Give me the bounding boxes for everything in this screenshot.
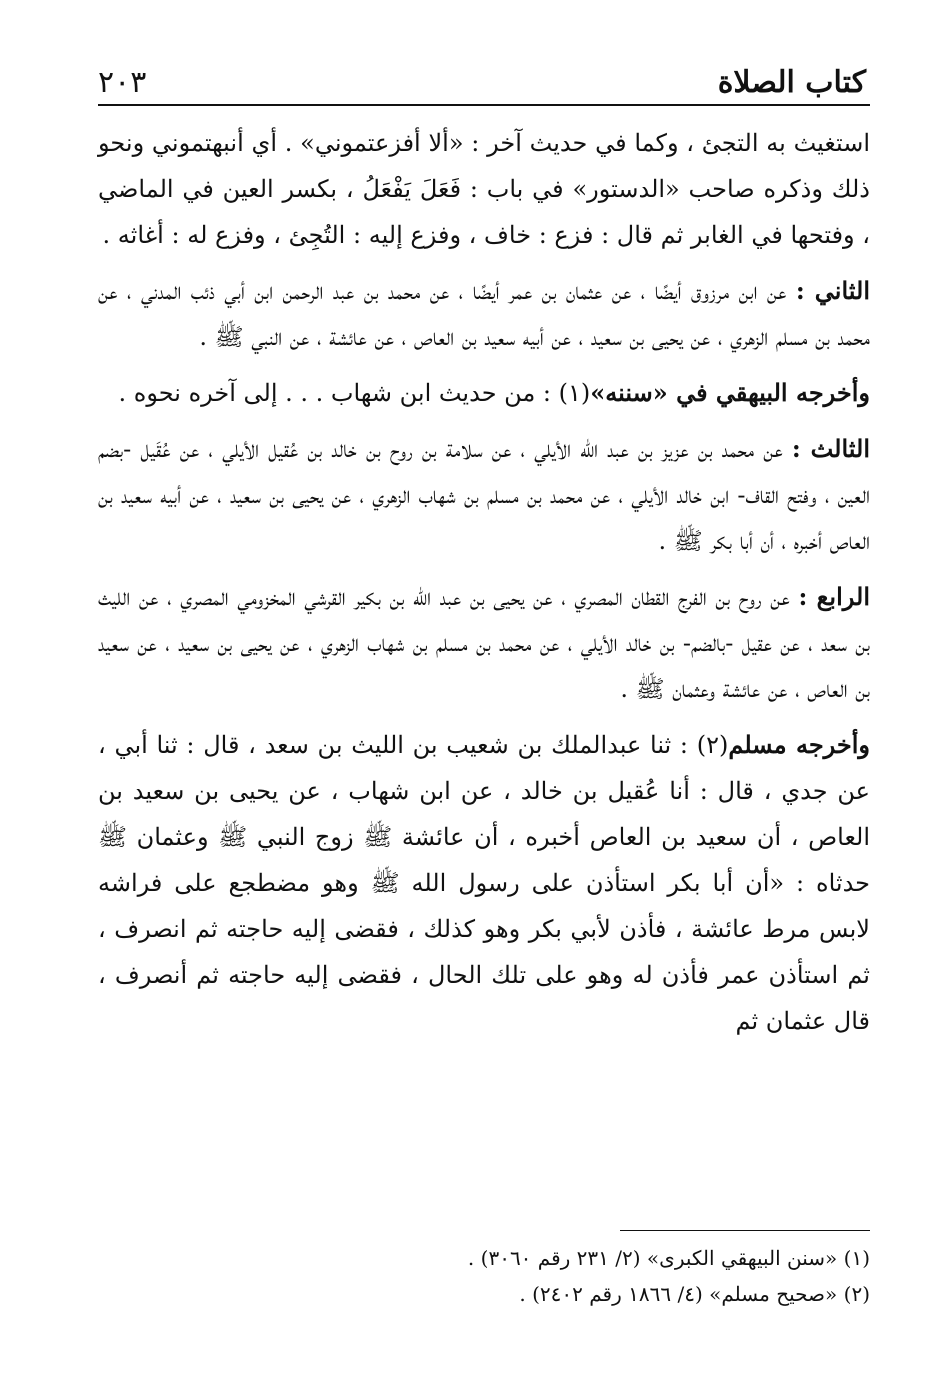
paragraph (98, 370, 870, 416)
paragraph (98, 268, 870, 360)
paragraph (98, 574, 870, 712)
paragraph-label: وأخرجه البيهقي في «سننه» (590, 378, 870, 407)
paragraph-text: عن محمد بن عزيز بن عبد الله الأيلي ، عن سلامة بن روح بن خالد بن عُقيل الأيلي ، عن عُقَيل -بضم العين ، وفتح القاف- ابن خالد الأيلي ، عن محمد بن مسلم بن شهاب الزهري ، عن يحيى بن سعيد ، عن أبيه سعيد بن العاص أخبره ، أن أبا بكر ﷺ . (98, 435, 870, 555)
paragraph-label: وأخرجه مسلم (728, 730, 871, 759)
footnote: (٢) «صحيح مسلم» (٤/ ١٨٦٦ رقم ٢٤٠٢) . (519, 1282, 870, 1306)
page-number: ٢٠٣ (98, 65, 147, 100)
footnote: (١) «سنن البيهقي الكبرى» (٢/ ٢٣١ رقم ٣٠٦٠) . (467, 1246, 870, 1270)
paragraph-text: استغيث به التجئ ، وكما في حديث آخر : «ألا أفزعتموني» . أي أنبهتموني ونحو ذلك وذكره صاحب «الدستور» في باب : فَعَلَ يَفْعَلُ ، بكسر العين في الماضي ، وفتحها في الغابر ثم قال : فزع : خاف ، وفزع إليه : التُجِئ ، وفزع له : أغاثه . (98, 129, 870, 249)
page-header (98, 52, 866, 100)
paragraph-text: (١) : من حديث ابن شهاب . . . إلى آخره نحوه . (118, 379, 591, 407)
chapter-title: كتاب الصلاة (717, 65, 866, 100)
paragraph (98, 120, 870, 258)
paragraph-label: الرابع : (798, 582, 870, 611)
header-divider (98, 104, 870, 106)
paragraph-text: عن ابن مرزوق أيضًا ، عن عثمان بن عمر أيضًا ، عن محمد بن عبد الرحمن ابن أبي ذئب المدني ، عن محمد بن مسلم الزهري ، عن يحيى بن سعيد ، عن أبيه سعيد بن العاص ، عن عائشة ، عن النبي ﷺ . (98, 277, 870, 351)
paragraph-label: الثالث : (791, 434, 871, 463)
paragraph (98, 426, 870, 564)
paragraph-text: (٢) : ثنا عبدالملك بن شعيب بن الليث بن سعد ، قال : ثنا أبي ، عن جدي ، قال : أنا عُقيل بن خالد ، عن ابن شهاب ، عن يحيى بن سعيد بن العاص ، أن سعيد بن العاص أخبره ، أن عائشة ﷺ زوج النبي ﷺ وعثمان ﷺ حدثاه : «أن أبا بكر استأذن على رسول الله ﷺ وهو مضطجع على فراشه لابس مرط عائشة ، فأذن لأبي بكر وهو كذلك ، فقضى إليه حاجته ثم انصرف ، ثم استأذن عمر فأذن له وهو على تلك الحال ، فقضى إليه حاجته ثم أنصرف ، قال عثمان ثم (98, 731, 870, 1035)
paragraph-label: الثاني : (795, 276, 870, 305)
main-text (98, 120, 870, 1054)
footnote-divider (620, 1230, 870, 1231)
footnotes (98, 1240, 870, 1312)
paragraph (98, 722, 870, 1044)
paragraph-text: عن روح بن الفرج القطان المصري ، عن يحيى بن عبد الله بن بكير القرشي المخزومي المصري ، عن الليث بن سعد ، عن عقيل -بالضم- بن خالد الأيلي ، عن محمد بن مسلم بن شهاب الزهري ، عن يحيى بن سعيد ، عن سعيد بن العاص ، عن عائشة وعثمان ﷺ . (98, 583, 870, 703)
